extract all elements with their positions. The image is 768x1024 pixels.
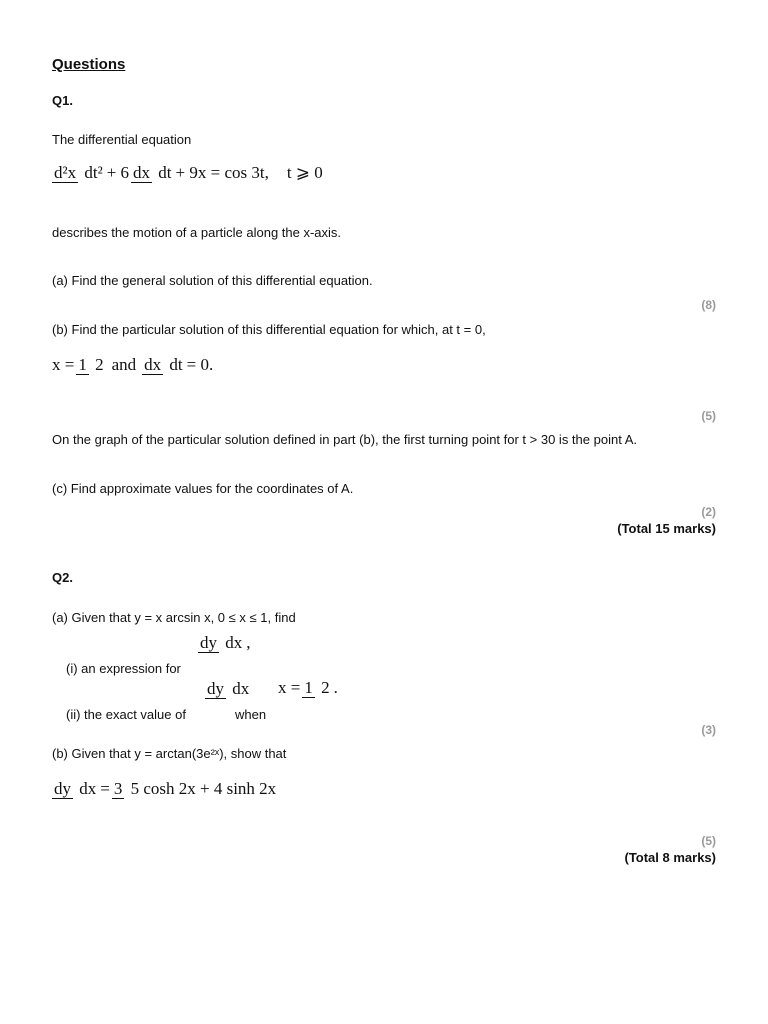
q2-b-dy: dy [54, 779, 71, 798]
q2-a-i-dy: dy [200, 633, 217, 652]
q1-describes: describes the motion of a particle along the x-axis. [52, 225, 342, 240]
q2-a-ii-when: when [235, 707, 267, 722]
q1-b-x: x = [52, 355, 75, 374]
q2-a-i-dx: dx [225, 633, 243, 652]
q2-a-i-comma: , [246, 633, 251, 652]
q1-eq-second-derivative [52, 163, 105, 183]
q1-total: (Total 15 marks) [617, 521, 716, 536]
q1-differential-equation [50, 163, 323, 183]
q2-a-ii-one: 1 [304, 678, 313, 697]
q1-mark-a: (8) [701, 298, 716, 312]
q1-graph-text: On the graph of the particular solution defined in part (b), the first turning point for t > 30 is the point A. [52, 432, 637, 447]
q2-part-a: (a) Given that y = x arcsin x, 0 ≤ x ≤ 1, find [52, 610, 296, 625]
q1-eq-plus6: + 6 [106, 163, 130, 182]
q2-a-ii-derivative [203, 679, 253, 699]
q1-b-half [76, 355, 105, 375]
page-heading: Questions [52, 56, 126, 73]
q1-eq-dt: dt [158, 163, 172, 182]
q2-a-ii-condition [278, 678, 338, 698]
q1-part-b: (b) Find the particular solution of this differential equation for which, at t = 0, [52, 322, 486, 337]
q2-a-ii-dy: dy [207, 679, 224, 698]
q1-b-zero: = 0. [186, 355, 214, 374]
q1-b-and: and [111, 355, 137, 374]
q2-a-i-frac [198, 633, 244, 653]
q1-mark-b: (5) [701, 409, 716, 423]
q1-eq-dx: dx [133, 163, 151, 182]
q1-initial-conditions [52, 355, 213, 375]
q2-a-ii-half [302, 678, 331, 698]
q2-a-ii-two: 2 [321, 678, 330, 697]
q1-eq-condition: t ⩾ 0 [286, 163, 323, 182]
q1-b-dx: dx [144, 355, 162, 374]
q2-a-i-text: (i) an expression for [66, 661, 181, 676]
q1-eq-rest: + 9x = cos 3t, [175, 163, 269, 182]
q2-a-ii-dot: . [333, 678, 338, 697]
q2-b-numerator: 3 [113, 779, 123, 798]
q2-a-ii-dx: dx [232, 679, 250, 698]
q1-part-c: (c) Find approximate values for the coordinates of A. [52, 481, 354, 496]
q1-b-two: 2 [95, 355, 104, 374]
q2-b-result [50, 779, 280, 799]
q2-b-denominator: 5 cosh 2x + 4 sinh 2x [130, 779, 277, 798]
q2-a-ii-text: (ii) the exact value of [66, 707, 186, 722]
q1-intro: The differential equation [52, 132, 192, 147]
q1-mark-c: (2) [701, 505, 716, 519]
q1-label: Q1. [52, 93, 73, 108]
q1-eq-dt2: dt² [84, 163, 103, 182]
q2-a-ii-x: x = [278, 678, 301, 697]
q1-b-one: 1 [78, 355, 87, 374]
q2-a-i-derivative [196, 633, 251, 653]
q2-b-rhs [112, 779, 278, 799]
q1-part-a: (a) Find the general solution of this differential equation. [52, 273, 373, 288]
q2-total: (Total 8 marks) [624, 850, 716, 865]
q2-mark-a: (3) [701, 723, 716, 737]
q2-b-equals: = [100, 779, 110, 798]
q1-eq-d2x: d²x [54, 163, 77, 182]
q2-part-b: (b) Given that y = arctan(3e²ˣ), show that [52, 746, 287, 761]
q2-b-derivative [52, 779, 98, 799]
q2-mark-b: (5) [701, 834, 716, 848]
q2-a-ii-frac [205, 679, 251, 699]
q2-label: Q2. [52, 570, 73, 585]
q1-b-derivative [142, 355, 184, 375]
q1-b-dt: dt [169, 355, 183, 374]
q1-eq-first-derivative [131, 163, 173, 183]
q2-b-dx: dx [79, 779, 97, 798]
